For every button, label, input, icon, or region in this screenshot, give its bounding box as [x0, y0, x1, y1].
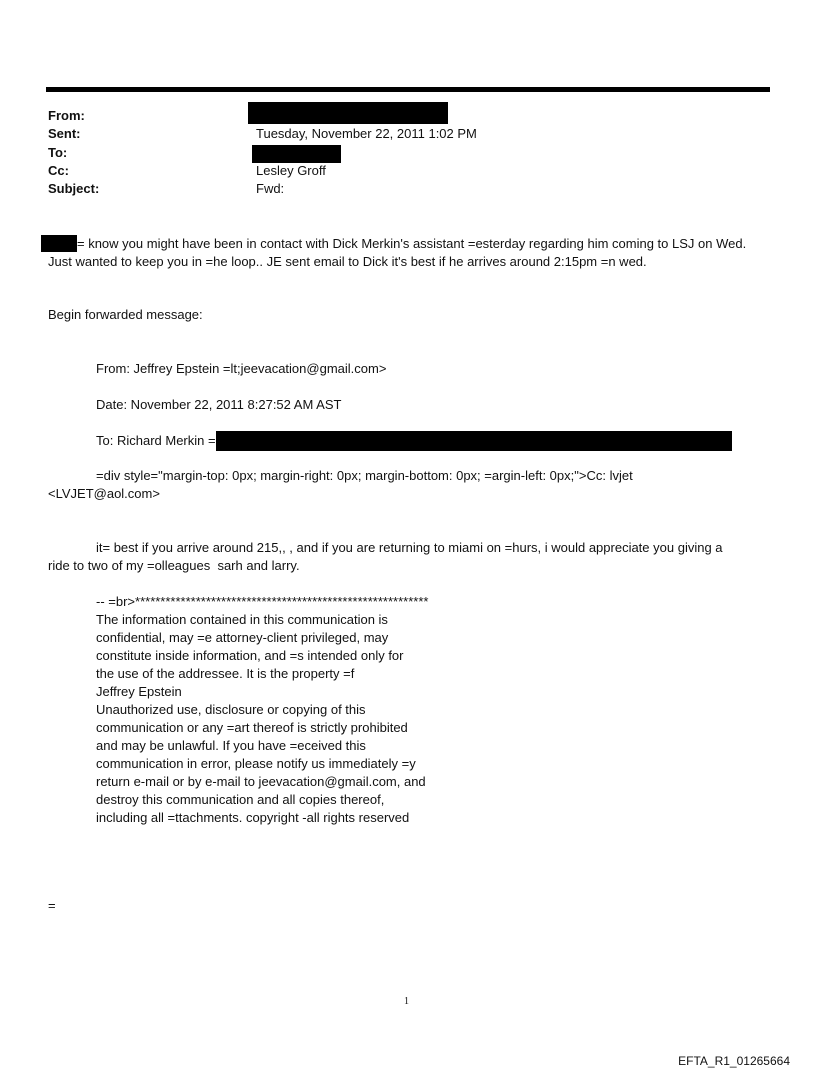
disclaimer-line: the use of the addressee. It is the property =f [96, 666, 355, 681]
to-address-redaction [216, 431, 732, 451]
forwarded-from: From: Jeffrey Epstein =lt;jeevacation@gmail.com> [96, 361, 387, 376]
disclaimer-line: destroy this communication and all copies thereof, [96, 792, 385, 807]
disclaimer-line: return e-mail or by e-mail to jeevacation@gmail.com, and [96, 774, 426, 789]
disclaimer-line: -- =br>********************************************************** [96, 594, 429, 609]
disclaimer-line: Unauthorized use, disclosure or copying of this [96, 702, 366, 717]
recipient-redaction [41, 235, 77, 252]
from-label: From: [48, 108, 85, 123]
forwarded-date: Date: November 22, 2011 8:27:52 AM AST [96, 397, 342, 412]
disclaimer-line: The information contained in this communication is [96, 612, 388, 627]
message-line-1: it= best if you arrive around 215,, , and if you are returning to miami on =hurs, i would appreciate you giving a [96, 540, 723, 555]
disclaimer-line: communication in error, please notify us immediately =y [96, 756, 416, 771]
cc-value: Lesley Groff [256, 163, 326, 178]
message-line-2: ride to two of my =olleagues sarh and larry. [48, 558, 300, 573]
intro-line-1 [41, 235, 801, 253]
trailing-equals: = [48, 898, 56, 913]
sent-value: Tuesday, November 22, 2011 1:02 PM [256, 126, 477, 141]
begin-forwarded: Begin forwarded message: [48, 307, 203, 322]
sent-label: Sent: [48, 126, 81, 141]
intro-text-1: = know you might have been in contact with Dick Merkin's assistant =esterday regarding him coming to LSJ on Wed. [77, 236, 747, 251]
header-rule [46, 87, 770, 92]
forwarded-div-line-1: =div style="margin-top: 0px; margin-right: 0px; margin-bottom: 0px; =argin-left: 0px;">Cc: lvjet [96, 468, 633, 483]
disclaimer-line: Jeffrey Epstein [96, 684, 182, 699]
cc-label: Cc: [48, 163, 69, 178]
subject-value: Fwd: [256, 181, 285, 196]
intro-line-2: Just wanted to keep you in =he loop.. JE sent email to Dick it's best if he arrives around 2:15pm =n wed. [48, 254, 647, 269]
forwarded-div-line-2: <LVJET@aol.com> [48, 486, 160, 501]
subject-label: Subject: [48, 181, 100, 196]
disclaimer-line: including all =ttachments. copyright -all rights reserved [96, 810, 410, 825]
to-label: To: [48, 145, 68, 160]
disclaimer-line: confidential, may =e attorney-client privileged, may [96, 630, 389, 645]
forwarded-to: To: Richard Merkin = [96, 433, 216, 448]
disclaimer-line: constitute inside information, and =s intended only for [96, 648, 404, 663]
page-number: 1 [404, 996, 409, 1007]
bates-number: EFTA_R1_01265664 [678, 1054, 790, 1068]
to-redaction [252, 145, 341, 163]
disclaimer-line: communication or any =art thereof is strictly prohibited [96, 720, 408, 735]
from-redaction [248, 102, 448, 124]
disclaimer-block [96, 593, 616, 827]
disclaimer-line: and may be unlawful. If you have =eceived this [96, 738, 366, 753]
